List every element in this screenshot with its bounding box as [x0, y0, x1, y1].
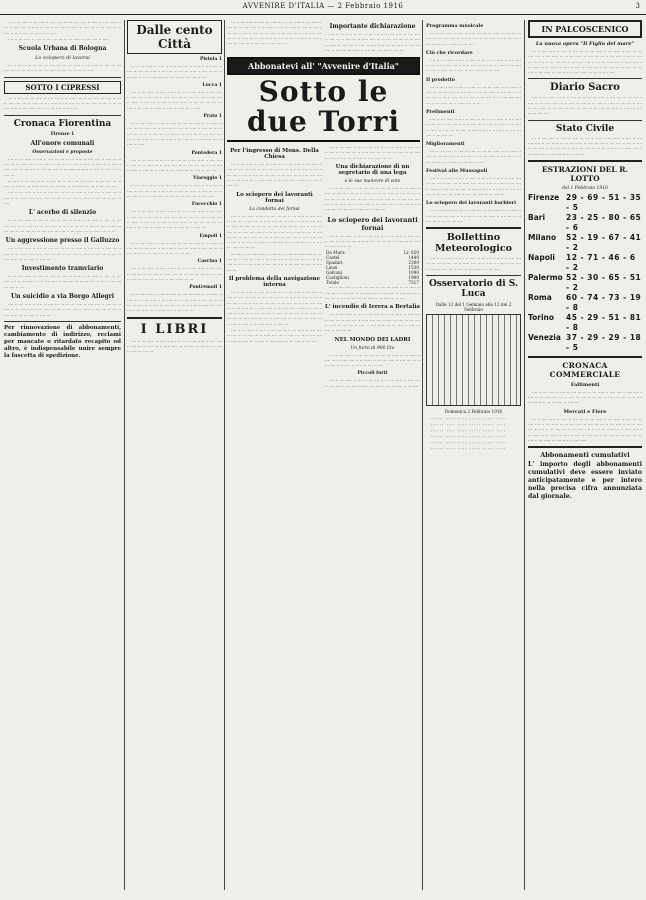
subscribe-banner: Abbonatevi all' "Avvenire d'Italia"	[229, 59, 418, 73]
article-text: ··· ·· ···· ····· ·· ···· ··· ···· ··· ··· ··· ····· ·· ··· ····· ·· ···· ··· ··· ···· ···· ·· ··· ····· ·· ··· ··· ····· ·· ···· ··· ··· ·· ··· ···· ·· ··· ·· ···· ··· ··· ···· ·· ··· ···· ··· ·· ···· ···· ···· ··· ·· ··· ····· ··· ·· ····· ···· ·· ··· ···· ··· ·· ····· ··· ···· ·· ···· ··· ···· ··· ·· ··· ···· ··· ·· ···· ···	[227, 20, 322, 47]
article-text: ··· ·· ···· ····· ·· ···· ··· ···· ··· ··· ··· ····· ·· ··· ····· ·· ···· ··· ··· ···· ···· ·· ··· ····· ·· ··· ··· ····· ·· ···· ··· ··· ·· ··· ···· ·· ··· ·· ···· ··· ··· ···· ·· ··· ···· ··· ·· ···· ···· ···· ··· ·· ··· ····· ··· ·· ····· ···· ·· ··· ···· ··· ·· ····· ··· ···· ·· ···· ···	[528, 135, 642, 157]
city-dateline: Lucca 1	[202, 82, 222, 88]
article-text: ···· ·· ··· ····· ·· ···· ·· ···· ··· ··· ·· ··· ····· ·· ···· ···· ·· ···· ··· ·· ···· ··· ·· ····· ···· ··· ·· ···· ··· ···· ·· ··· ···· ·· ····· ·· ···· ···	[127, 338, 222, 355]
page-title: AVVENIRE D'ITALIA — 2 Febbraio 1916	[242, 2, 404, 10]
weather-table: ······ ···· ···· ····· ····· ···· ······ ···· ···· ····· ····· ···· ······ ···· ···· ····· ····· ···· ······ ···· ···· ····· ····· ···· ······ ···· ···· ····· ····· ···· ······ ···· ···· ····· ····· ····	[430, 416, 506, 452]
article-text: ···· ·· ··· ····· ·· ···· ·· ···· ··· ··· ·· ··· ····· ·· ···· ···· ·· ···· ··· ·· ···· ··· ·· ····· ···· ··· ·· ···· ··· ···· ·· ··· ···· ·· ····· ·· ···· ··· ·· ···· ·· ···· ····· ··· ··· ···· ·· ···· ···	[528, 389, 642, 406]
main-headline: Sotto le due Torri	[247, 75, 400, 139]
section-heading: Miglioramenti	[426, 141, 465, 148]
article-text: ··· ·· ···· ····· ·· ···· ··· ···· ··· ··· ··· ····· ·· ··· ····· ·· ···· ··· ··· ···· ···· ·· ··· ····· ·· ··· ··· ····· ·· ···· ··· ··· ·· ··· ···· ·· ··· ·· ···· ··· ··· ···· ·· ··· ···· ··· ·· ···· ···· ···· ··· ·· ··· ····· ··· ·· ····· ···· ·· ··· ···· ··· ·· ····· ··· ···· ·· ···· ··· ···· ··· ·· ··· ···· ··· ·· ···· ··· ··· ···· ·· ··· ····· ··· ··· ···· ·· ···· ·····	[528, 416, 642, 443]
diary-heading: Diario Sacro	[550, 82, 620, 94]
article-text: ···· ·· ··· ····· ·· ···· ·· ···· ··· ··· ·· ··· ····· ·· ···· ···· ·· ···· ··· ·· ···· ··· ·· ····· ···· ··· ·· ···· ··· ···· ·· ··· ····	[325, 378, 420, 389]
article-text: ··· ·· ···· ····· ·· ···· ··· ···· ··· ··· ··· ····· ·· ··· ····· ·· ···· ··· ··· ···· ···· ·· ··· ····· ·· ··· ··· ····· ·· ···· ··· ··· ·· ··· ···· ·· ··· ·· ···· ··· ··· ···· ·· ···	[4, 274, 121, 290]
lotto-row: Palermo 52 - 30 - 65 - 51 - 2	[528, 272, 642, 292]
abbon-notice: L' importo degli abbonamenti cumulativi deve essere inviato anticipatamente e per intero nella precisa cifra annunziata dal giornale.	[528, 461, 642, 501]
article-text: ··· ·· ···· ····· ·· ···· ··· ···· ··· ··· ··· ····· ·· ··· ····· ·· ···· ··· ··· ···· ···· ·· ··· ····· ·· ··· ··· ····· ·· ···· ··· ··· ·· ··· ···· ·· ··· ·· ···· ···	[426, 208, 521, 224]
meteo-heading: Bollettino Meteorologico	[435, 232, 512, 255]
section-heading: Ciò che ricordare	[426, 49, 473, 56]
column-4	[426, 20, 521, 890]
city-dateline: Pistoia 1	[199, 57, 222, 62]
section-heading: Un aggressione presso il Galluzzo	[5, 237, 120, 245]
civil-heading: Stato Civile	[555, 123, 615, 134]
section-heading: Cronaca Fiorentina	[13, 118, 112, 129]
lotto-table	[528, 193, 642, 353]
weather-table-caption: Domenica 2 Febbraio 1916	[444, 409, 503, 415]
subscribe-banner-box	[227, 57, 420, 75]
lotto-row: Napoli 12 - 71 - 46 - 6 - 2	[528, 252, 636, 272]
article-text: ··· ·· ···· ····· ·· ···· ··· ···· ··· ··· ··· ····· ·· ··· ····· ·· ···· ··· ··· ···· ···· ·· ··· ····· ·· ··· ··· ····· ·· ···· ··· ··· ·· ··· ····	[4, 63, 121, 74]
lotto-row: Milano 52 - 19 - 67 - 41 - 2	[528, 232, 642, 252]
column-rule	[124, 20, 125, 890]
article-text: ···· ·· ··· ····· ·· ···· ·· ···· ··· ··· ·· ··· ····· ·· ···· ···· ·· ···· ··· ·· ···· ··· ·· ····· ···· ··· ·· ···· ··· ···· ·· ··· ···· ·· ····· ·· ···· ··· ·· ···· ·· ···· ····· ··· ··· ···· ·· ···· ···	[4, 302, 121, 318]
column-rule	[524, 20, 525, 890]
failures-heading: Fallimenti	[570, 381, 600, 388]
section-subheading: e le sue manovre di voto	[344, 179, 401, 185]
city-dateline: Prato 1	[203, 114, 222, 120]
lotto-heading: ESTRAZIONI DEL R. LOTTO	[541, 164, 629, 183]
article-text: ···· ·· ··· ····· ·· ···· ·· ···· ··· ··· ·· ··· ····· ·· ···· ···· ·· ···· ··· ·· ···· ··· ·· ····· ···· ··· ·· ···· ··· ···· ·· ··· ···· ·· ····· ·· ···· ··· ·· ···· ·· ···· ····· ··· ··· ···· ·· ···· ··· ···· ·· ··· ···· ··· ····· ·· ···· ··· ···· ··· ·· ···· ··· ··· ·· ···· ··· ···· ·· ···· ····· ··· ··· ·· ···· ··· ···· ··· ·· ···· ····· ··· ·· ···· ·· ··· ···· ··· ····· ·· ····· ··· ···· ·· ··· ···· ··· ·· ···· ··· ····· ·· ···· ··· ··· ···· ·· ··· ···· ····· ·· ···· ··· ·· ···· ··· ···· ····· ·· ··· ···· ··· ·· ···· ··· ···· ·· ··· ····· ··· ·· ···· ··· ···· ·· ··· ···· ···· ··· ·· ··· ···· ···· ·· ···· ··· ···· ·· ··· ···· ··· ···· ·· ···· ··· ···	[227, 213, 322, 273]
section-subheading: Un furto di 900 lire	[350, 345, 395, 351]
article-text: ··· ·· ···· ····· ·· ···· ··· ···· ··· ··· ··· ····· ·· ··· ····· ·· ···· ··· ··· ···· ···· ·· ··· ····· ·· ··· ··· ····· ·· ···· ··· ··· ·· ··· ···· ·· ··· ·· ···· ··· ··· ···· ·· ··· ···· ··· ·· ···· ···· ···· ··· ·· ··· ····· ··· ·· ····· ···· ·· ··· ···· ··· ·· ····· ··· ···· ·· ···· ··· ···· ··· ·· ··· ···· ··· ·· ···· ··· ··· ···· ·· ··· ····· ··· ··· ···· ·· ···· ····· ··· ··· ·· ···· ···· ··· ·· ···· ··· ····· ··· ·· ···· ··· ···· ·· ··· ···· ····· ·· ···· ··· ···· ·· ··· ····· ·· ···· ·· ···· ··· ··· ·· ··· ····· ·· ···· ···· ·· ···· ··· ·· ···· ··· ·· ····· ···· ··· ·· ···· ··· ···· ·· ··· ···· ·· ····· ·· ···· ··· ·· ···· ·· ···· ····· ··· ··· ···· ·· ···· ···	[227, 289, 322, 344]
article-text: ··· ·· ···· ····· ·· ···· ··· ···· ··· ··· ··· ····· ·· ··· ····· ·· ···· ··· ··· ···· ···· ·· ··· ····· ·· ··· ··· ····· ·· ···· ··· ··· ·· ··· ···· ·· ··· ·· ···· ··· ··· ···· ·· ··· ···· ··· ·· ···· ···· ···· ··· ·· ··· ····· ··· ·· ····· ···· ·· ···	[4, 218, 121, 234]
page-number: 3	[635, 2, 640, 10]
section-heading: Una dichiarazione di un segretario di una lega	[335, 164, 410, 177]
section-heading: Dalle cento Città	[136, 23, 213, 51]
column-1	[4, 20, 121, 890]
article-text: ··· ·· ···· ····· ·· ···· ··· ···· ··· ··· ··· ····· ·· ··· ····· ·· ···· ··· ··· ···· ···· ·· ··· ····· ·· ··· ··· ····· ·· ···· ··· ··· ·· ··· ···· ·· ··· ·· ···· ··· ··· ···· ·· ··· ····	[127, 240, 222, 257]
section-heading: L' acerbo di silenzio	[28, 209, 97, 217]
lotto-row: Bari 23 - 25 - 80 - 65 - 6	[528, 212, 642, 232]
article-text: ···· ·· ··· ····· ·· ···· ·· ···· ··· ··· ·· ··· ····· ·· ···· ···· ·· ···· ··· ·· ···· ··· ·· ····· ···· ··· ·· ···· ··· ···· ·· ··· ···· ·· ····· ·· ···· ··· ·· ···· ·· ···· ····· ··· ··· ···· ·· ···· ··· ···· ·· ··· ···· ··· ····· ·· ···· ··· ···· ··· ·· ···· ···	[127, 209, 222, 231]
article-text: ··· ·· ···· ····· ·· ···· ··· ···· ··· ··· ··· ····· ·· ··· ····· ·· ···· ··· ··· ···· ···· ·· ··· ····· ·· ··· ··· ····· ·· ···· ··· ··· ·· ··· ···· ·· ··· ·· ···· ··· ··· ···· ·· ···	[325, 352, 420, 369]
article-text: ··· ·· ···· ····· ·· ···· ··· ···· ··· ··· ··· ····· ·· ··· ····· ·· ···· ··· ··· ···· ···· ·· ··· ····· ·· ··· ··· ····· ·· ···· ··· ··· ·· ··· ···· ·· ··· ·· ···· ··· ··· ···· ·· ···	[426, 149, 521, 165]
theatre-heading-box	[528, 20, 642, 38]
column-3	[227, 20, 420, 890]
observatory-chart	[426, 314, 521, 406]
section-subheading: Firenze 1	[50, 131, 75, 137]
article-text: ···· ·· ··· ····· ·· ···· ·· ···· ··· ··· ·· ··· ····· ·· ···· ···· ·· ···· ··· ·· ···· ··· ·· ····· ···· ··· ·· ···· ··· ···· ·· ··· ···· ·· ····· ·· ···· ··· ·· ···· ·· ···· ····· ··· ··· ···· ·· ···· ··· ···· ·· ··· ···· ··· ····· ·· ···· ··· ···· ··· ·· ···· ···	[325, 32, 420, 53]
commercial-heading: CRONACA COMMERCIALE	[549, 360, 621, 379]
column-rule	[224, 20, 225, 890]
city-dateline: Empoli 1	[199, 233, 222, 239]
section-heading: NEL MONDO DEI LADRI	[334, 336, 411, 343]
markets-heading: Mercati e Fiere	[563, 408, 607, 415]
theatre-heading: IN PALCOSCENICO	[541, 24, 629, 34]
lotto-row: Torino 45 - 29 - 51 - 81 - 8	[528, 312, 642, 332]
section-heading: Importante dichiarazione	[329, 23, 416, 30]
section-heading: Programma musicale	[426, 23, 484, 29]
section-heading: Prelimenti	[426, 108, 455, 115]
section-subheading: Osservazioni e proposte	[32, 149, 93, 155]
article-text: ···· ·· ··· ····· ·· ···· ·· ···· ··· ··· ·· ··· ····· ·· ···· ···· ·· ···· ··· ·· ···· ··· ·· ····· ···· ··· ·· ···· ··· ···· ·· ··· ···· ·· ····· ·· ···· ··· ·· ···· ·· ···· ····· ··· ··· ···· ·· ···· ··· ···· ·· ··· ···· ···	[325, 312, 420, 334]
section-heading: Lo sciopero dei lavoranti fornai	[327, 215, 418, 232]
article-text: ···· ·· ··· ····· ·· ···· ·· ···· ··· ··· ·· ··· ····· ·· ···· ···· ·· ···· ··· ·· ···· ··· ·· ····· ···· ··· ·· ···· ··· ···· ·· ··· ···· ·· ····· ·· ···· ··· ·· ···· ·· ···· ····· ··· ···	[325, 145, 420, 161]
article-text: ···· ·· ··· ····· ·· ···· ·· ···· ··· ··· ·· ··· ····· ·· ···· ···· ·· ···· ··· ·· ···· ··· ·· ····· ···· ··· ·· ···· ··· ···· ·· ··· ···· ·· ····· ·· ···· ··· ·· ···· ·· ···· ····· ··· ··· ···· ·· ···· ···	[4, 246, 121, 262]
article-text: ··· ·· ···· ····· ·· ···· ··· ···· ··· ··· ··· ····· ·· ··· ····· ·· ···· ··· ··· ···· ···· ·· ··· ····· ·· ··· ··· ····· ·· ···· ··· ··· ·· ··· ···· ·· ··· ·· ···· ··· ··· ···· ·· ··· ···· ··· ·· ···· ···· ···· ··· ·· ··· ····· ··· ·· ····· ···· ·· ···	[426, 84, 521, 106]
two-col-body	[227, 145, 420, 390]
section-heading: Un suicidio a via Borgo Allegri	[10, 293, 115, 301]
section-subheading: Lo sciopero di lavorai	[35, 55, 90, 62]
column-rule	[422, 20, 423, 890]
article-text: ··· ·· ···· ····· ·· ···· ··· ···· ··· ··· ··· ····· ·· ··· ····· ·· ···· ··· ··· ···· ···· ·· ··· ····· ·· ··· ··· ····· ·· ···· ··· ··· ·· ··· ···· ·· ··· ·· ···· ··· ··· ···· ·· ··· ···· ··· ·· ····	[325, 285, 420, 302]
article-text: ···· ·· ··· ····· ·· ···· ·· ···· ··· ··· ·· ··· ····· ·· ···· ···· ·· ···· ··· ·· ···· ··· ·· ····· ···· ··· ·· ···· ··· ···· ·· ··· ···· ·· ····· ·· ···· ··· ·· ···· ·· ···· ····· ··· ··· ···· ·· ···· ··· ···· ·· ··· ···· ··· ····· ·· ···· ··· ···· ··· ·· ···· ···	[528, 95, 642, 117]
subscription-notice: Per rinnovazione di abbonamenti, cambiamento di indirizzo, reclami per mancato o ritardato recapito od altro, è indispensabile unire sempre la fascetta di spedizione.	[4, 324, 121, 359]
abbon-heading: Abbonamenti cumulativi	[540, 451, 630, 460]
city-dateline: Cascina 1	[197, 259, 222, 265]
observatory-subheading: Dalle 12 del 1 Gennaio alle 12 del 2 Febbraio	[435, 302, 512, 313]
section-heading: SOTTO I CIPRESSI	[4, 81, 121, 94]
article-text: ··· ·· ···· ····· ·· ···· ··· ···· ··· ··· ··· ····· ·· ··· ····· ·· ···· ··· ··· ···· ···· ·· ··· ····· ·· ··· ··· ····· ·· ···· ··· ··· ·· ··· ···· ·· ··· ·· ···· ··· ··· ···· ·· ··· ···· ··· ·· ···· ···· ···· ··· ·· ··· ····· ··· ·· ····· ···· ·· ··· ···· ···	[127, 292, 222, 314]
article-text: ···· ·· ··· ····· ·· ···· ·· ···· ··· ··· ·· ··· ····· ·· ···· ···· ·· ···· ··· ·· ···· ··· ·· ····· ···· ··· ·· ···· ··· ···· ·· ··· ···· ·· ····· ·· ···· ···	[325, 233, 420, 250]
bakery-table: Da Mura Lr. 820 Castel 1440 Spadari 2300 Lanzi 1530 Galvani 1090 Castiglioni 1900 Totale 7317	[326, 250, 419, 286]
article-text: ··· ·· ···· ····· ·· ···· ··· ···· ··· ··· ··· ····· ·· ··· ····· ·· ···· ··· ··· ···· ···· ·· ··· ····· ·· ··· ··· ····· ·· ···· ··· ··· ·· ··· ···· ·· ··· ·· ···· ··· ··· ···· ·· ··· ···· ··· ·· ····	[127, 64, 222, 80]
section-heading: Festival alle Mussapoli	[426, 168, 488, 175]
books-heading: I LIBRI	[140, 321, 209, 337]
city-dateline: Fucecchio 1	[191, 202, 222, 208]
top-row	[227, 20, 420, 54]
lotto-row: Venezia 37 - 29 - 29 - 18 - 5	[528, 332, 642, 352]
section-heading: Investimento tramviario	[21, 265, 104, 273]
article-text: ·· ·· ··· ···· ·· ··· ···· ·· ···· ···· ··· ·· ···· ···· ·· ···· ·· ···· ····· ·· ··· ·· ···· ···· ·· ····· ··· ··· ·· ··· ···· ·· ···· ··· ···· ··· ·· ··· ···· ··· ·· ···· ·· ····· ···· ··· ···· ·· ··· ···· ···· ·· ··· ····· ·· ···· ·· ···· ··· ··· ·· ··· ····· ·· ···· ···· ·· ····	[4, 20, 121, 42]
article-text: ···· ·· ··· ····· ·· ···· ·· ···· ··· ··· ·· ··· ····· ·· ···· ···· ·· ···· ··· ·· ···· ··· ·· ····· ···· ··· ·· ···· ··· ···· ·· ··· ···· ·· ····· ·· ···· ··· ·· ···· ·· ···· ····· ··· ··· ···· ·· ···· ···	[127, 157, 222, 174]
cities-heading-box	[127, 20, 222, 54]
observatory-heading: Osservatorio di S. Luca	[428, 279, 519, 300]
section-heading: L' incendio di Ierera a Bertalia	[325, 304, 420, 311]
lotto-row: Roma 60 - 74 - 73 - 19 - 8	[528, 292, 642, 312]
article-text: ··· ·· ···· ····· ·· ···· ··· ···· ··· ··· ··· ····· ·· ··· ····· ·· ···· ··· ··· ···· ···· ·· ··· ····· ·· ··· ··· ····· ·· ···· ··· ··· ·· ··· ···· ·· ··· ·· ···· ··· ··· ···· ·· ··· ···· ··· ·· ···· ···· ···· ··· ·· ··· ····· ··· ·· ····· ···· ·· ··· ···· ··· ·· ····· ··· ···· ·· ···· ···	[227, 162, 322, 189]
section-heading: All'onore comunali	[30, 139, 95, 147]
column-5	[528, 20, 642, 890]
section-heading: Il problema della navigazione interna	[228, 275, 321, 288]
article-text: ···· ·· ··· ····· ·· ···· ·· ···· ··· ··· ·· ··· ····· ·· ···· ···· ·· ···· ··· ·· ···· ··· ·· ····· ···· ··· ·· ···· ··· ···· ·· ··· ···· ·· ····· ·· ···· ··· ·· ···· ·· ···· ····· ··· ··· ····	[426, 57, 521, 74]
section-heading: Lo sciopero dei lavoranti fornai	[236, 191, 313, 204]
article-text: ··· ·· ···· ····· ·· ···· ··· ···· ··· ··· ··· ····· ·· ··· ····· ·· ···· ··· ··· ···· ···· ·· ··· ····· ·· ··· ··· ····· ·· ···· ··· ··· ·· ··· ···· ·· ··· ·· ···· ··· ··· ···· ·· ··· ···· ··· ·· ···· ···· ···· ··· ·· ··· ····· ··· ·· ····· ···· ·· ··· ···· ··· ·· ····· ··· ···· ·· ···· ··· ····	[127, 121, 222, 148]
article-text: ··· ·· ···· ··· ··· ····· ·· ···· ··· ·· ··· ····· ··· ·· ··· ···· ··· ···· ·· ··· ·· ···· ···· ··· ·· ···· ··· ··· ····· ·· ··· ···· ··· ·· ··· ···· ·· ··· ·· ··· ·· ···· ····· ·· ···· ···· ··· ·· ··· ··· ···· ·· ···· ···	[4, 95, 121, 112]
section-subheading: La condotta dei fornai	[249, 206, 300, 212]
article-text: ···· ·· ··· ····· ·· ···· ·· ···· ··· ··· ·· ··· ····· ·· ···· ···· ·· ···· ··· ·· ···· ··· ·· ····· ···· ··· ·· ···· ··· ···· ·· ··· ···· ·· ····· ·· ···· ··· ·· ···· ·· ···· ····· ··· ··· ···· ·· ···· ··· ···· ·· ··· ···· ··· ····· ·· ···· ··· ···· ··· ·· ···· ··· ··· ···· ·· ··· ···· ····· ·· ···· ··· ·· ···· ··· ···· ····· ·· ··· ···· ··· ·· ···· ··· ···· ·· ··· ····· ··· ·· ···· ··· ···· ·· ··· ···· ···· ··· ·· ··· ···· ···· ···· ·· ··· ····· ·· ···· ·· ···· ··· ··· ·· ··· ····· ·· ···· ···· ·· ···· ··· ·· ···· ··· ·· ····· ···· ··· ·· ···· ··· ···· ·· ··· ···· ·· ····· ·· ···· ··· ·· ···· ·· ····	[4, 156, 121, 207]
city-dateline: Viareggio 1	[193, 176, 222, 182]
city-dateline: Pontedera 1	[191, 150, 222, 156]
section-heading: Piccoli furti	[357, 371, 388, 377]
article-text: ··· ·· ···· ····· ·· ···· ··· ···· ··· ··· ··· ····· ·· ··· ····· ·· ···· ··· ··· ···· ···· ·· ··· ····· ·· ··· ··· ····· ·· ···· ··· ··· ·· ··· ···· ·· ··· ·· ···· ··· ··· ····	[426, 31, 521, 47]
article-text: ···· ·· ··· ····· ·· ···· ·· ···· ··· ··· ·· ··· ····· ·· ···· ···· ·· ···· ··· ·· ···· ··· ·· ····· ···· ··· ·· ···· ··· ···· ·· ··· ···· ·· ····· ·· ···· ··· ·· ···· ·· ···· ····· ··· ··· ···· ·· ···· ··· ···· ·· ··· ···· ···	[426, 116, 521, 138]
page-header	[0, 0, 646, 15]
column-2	[127, 20, 222, 890]
article-text: ···· ·· ··· ····· ·· ···· ·· ···· ··· ··· ·· ··· ····· ·· ···· ···· ·· ···· ··· ·· ···· ··· ·· ····· ···· ··· ·· ···· ··· ···· ·· ··· ···· ·· ····· ·· ···· ··· ·· ···· ·· ···· ····· ··· ··· ···· ·· ···· ··· ···· ·· ··· ···· ··· ····· ·· ···· ··· ···· ··· ·· ···· ···	[426, 176, 521, 197]
section-heading: Il prodotto	[426, 76, 456, 83]
article-text: ··· ·· ···· ····· ·· ···· ··· ···· ··· ··· ··· ····· ·· ··· ····· ·· ···· ··· ··· ···· ···· ·· ··· ····· ·· ··· ··· ····· ·· ···· ··· ··· ·· ··· ···· ·· ··· ·· ···· ··· ··· ···· ·· ··· ···· ··· ·· ···· ····	[127, 183, 222, 200]
city-dateline: Pontremoli 1	[189, 285, 222, 291]
article-text: ··· ·· ···· ····· ·· ···· ··· ···· ··· ··· ··· ····· ·· ··· ····· ·· ···· ··· ··· ···· ···· ·· ··· ····· ·· ··· ··· ····· ·· ···· ··· ··· ·· ··· ···· ·· ··· ·· ···· ··· ··· ···· ·· ··· ···· ··· ·· ···· ···· ···· ··· ·· ··· ····· ··· ·· ····· ···· ·· ··· ···· ··· ·· ····· ··· ···· ·· ···· ··· ···· ··· ·· ··· ···· ··· ·· ···· ···	[325, 186, 420, 213]
section-heading: Scuola Urbana di Bologna	[18, 45, 107, 53]
article-text: ···· ·· ··· ····· ·· ···· ·· ···· ··· ··· ·· ··· ····· ·· ···· ···· ·· ···· ··· ·· ···· ··· ·· ····· ···· ··· ·· ···· ··· ···· ·· ··· ···· ·· ····· ·· ···· ··· ·· ···· ·· ···· ····· ··· ··· ···· ·· ···· ··· ···· ·· ··· ···· ··· ····· ·· ···· ··· ···· ··· ·· ····	[127, 89, 222, 111]
lotto-date: del 1 Febbraio 1916	[562, 185, 608, 191]
lotto-row: Firenze 29 - 69 - 51 - 35 - 5	[528, 192, 642, 212]
article-text: ···· ·· ··· ····· ·· ···· ·· ···· ··· ··· ·· ··· ····· ·· ···· ···· ·· ···· ··· ·· ···· ··· ·· ····· ···· ··· ·· ···· ··· ···· ·· ··· ···· ·· ····· ·· ···· ··· ·· ···· ·· ···· ····· ··· ···	[127, 266, 222, 283]
article-text: ··· ·· ···· ····· ·· ···· ··· ···· ··· ··· ··· ····· ·· ··· ····· ·· ···· ··· ··· ···· ···· ·· ··· ····· ·· ··· ··· ····· ·· ···· ··· ··· ·· ··· ···· ·· ··· ·· ···· ··· ··· ···· ·· ··· ···· ··· ·· ···· ···· ···· ··· ·· ··· ····· ··· ·· ····· ···· ·· ··· ···· ··· ·· ····· ··· ···· ·· ···· ··· ···· ··· ·· ··· ···· ··· ·· ···· ··· ··· ···· ·· ··· ····· ··· ··· ···· ·· ···· ····· ··· ··· ·· ···· ····	[528, 49, 642, 76]
section-heading: Per l'ingresso di Mons. Della Chiesa	[230, 148, 319, 161]
theatre-subheading: La nuova opera "Il Figlio del mare"	[535, 41, 635, 47]
section-heading: Lo sciopero dei lavoranti barbieri	[426, 200, 516, 207]
article-text: ···· ·· ··· ····· ·· ···· ·· ···· ··· ··· ·· ··· ····· ·· ···· ···· ·· ···· ··· ·· ···· ··· ·· ····· ···· ··· ·· ···· ··· ···· ·· ··· ···· ·· ····· ·· ···· ··· ·· ···· ·· ···· ····· ··· ··· ····	[426, 256, 521, 272]
